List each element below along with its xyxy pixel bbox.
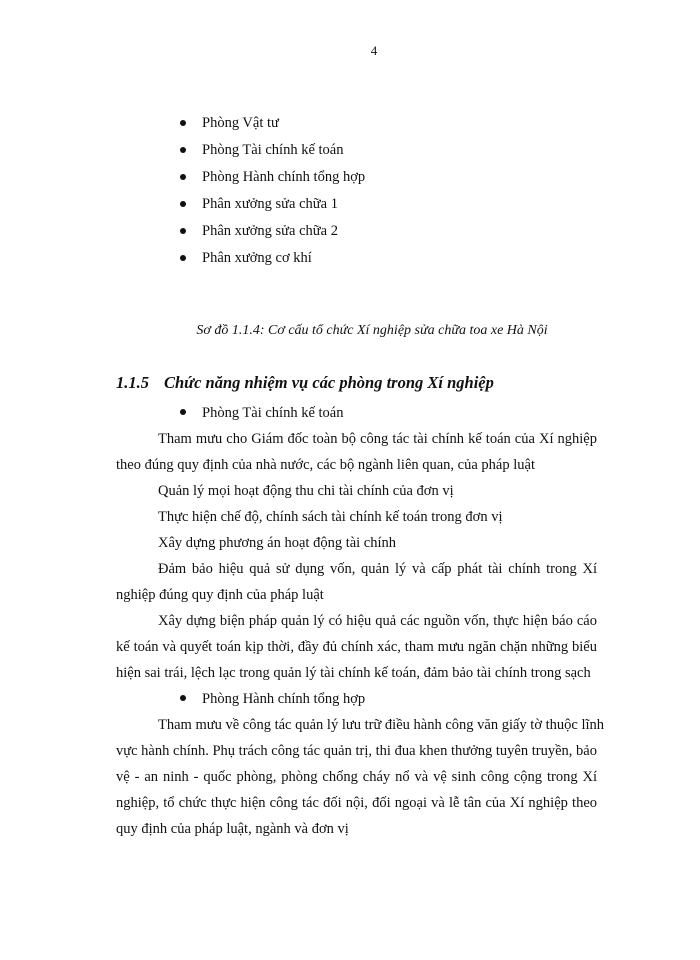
section-heading — [116, 373, 494, 393]
paragraph-line: Xây dựng biện pháp quản lý có hiệu quả các nguồn vốn, thực hiện báo cáo — [158, 613, 597, 629]
paragraph-line: Quản lý mọi hoạt động thu chi tài chính của đơn vị — [158, 483, 454, 499]
paragraph-line: nghiệp đúng quy định của pháp luật — [116, 587, 324, 603]
finance-heading: Phòng Tài chính kế toán — [180, 403, 344, 423]
list-item: Phân xưởng sửa chữa 2 — [180, 222, 365, 249]
paragraph-line: kế toán và quyết toán kịp thời, đầy đủ chính xác, tham mưu ngăn chặn những biểu — [116, 639, 597, 655]
list-item: Phân xưởng sửa chữa 1 — [180, 195, 365, 222]
paragraph-line: Thực hiện chế độ, chính sách tài chính kế toán trong đơn vị — [158, 509, 503, 525]
paragraph-line: vệ - an ninh - quốc phòng, phòng chống cháy nổ và vệ sinh công cộng trong Xí — [116, 769, 597, 785]
paragraph-line: theo đúng quy định của nhà nước, các bộ ngành liên quan, của pháp luật — [116, 457, 535, 473]
list-item: Phòng Tài chính kế toán — [180, 141, 365, 168]
section-number: 1.1.5 — [116, 373, 149, 392]
list-item: Phân xưởng cơ khí — [180, 249, 365, 276]
org-unit-list — [180, 114, 365, 276]
figure-caption: Sơ đồ 1.1.4: Cơ cấu tổ chức Xí nghiệp sửa chữa toa xe Hà Nội — [196, 323, 548, 338]
paragraph-line: Xây dựng phương án hoạt động tài chính — [158, 535, 397, 551]
admin-heading: Phòng Hành chính tổng hợp — [180, 689, 365, 709]
page-number: 4 — [370, 43, 378, 58]
paragraph-line: nghiệp, tổ chức thực hiện công tác đối nội, đối ngoại và lễ tân của Xí nghiệp theo — [116, 795, 597, 811]
paragraph-line: hiện sai trái, lệch lạc trong quản lý tài chính kế toán, đảm bảo tài chính trong sạch — [116, 665, 591, 681]
paragraph-line: Đảm bảo hiệu quả sử dụng vốn, quản lý và cấp phát tài chính trong Xí — [158, 561, 597, 577]
section-title: Chức năng nhiệm vụ các phòng trong Xí nghiệp — [164, 373, 494, 392]
paragraph-line: quy định của pháp luật, ngành và đơn vị — [116, 821, 349, 837]
paragraph-line: vực hành chính. Phụ trách công tác quản trị, thi đua khen thưởng tuyên truyền, bảo — [116, 743, 597, 759]
paragraph-line: Tham mưu về công tác quản lý lưu trữ điều hành công văn giấy tờ thuộc lĩnh — [158, 717, 605, 733]
list-item: Phòng Hành chính tổng hợp — [180, 168, 365, 195]
paragraph-line: Tham mưu cho Giám đốc toàn bộ công tác tài chính kế toán của Xí nghiệp — [158, 431, 597, 447]
list-item: Phòng Vật tư — [180, 114, 365, 141]
